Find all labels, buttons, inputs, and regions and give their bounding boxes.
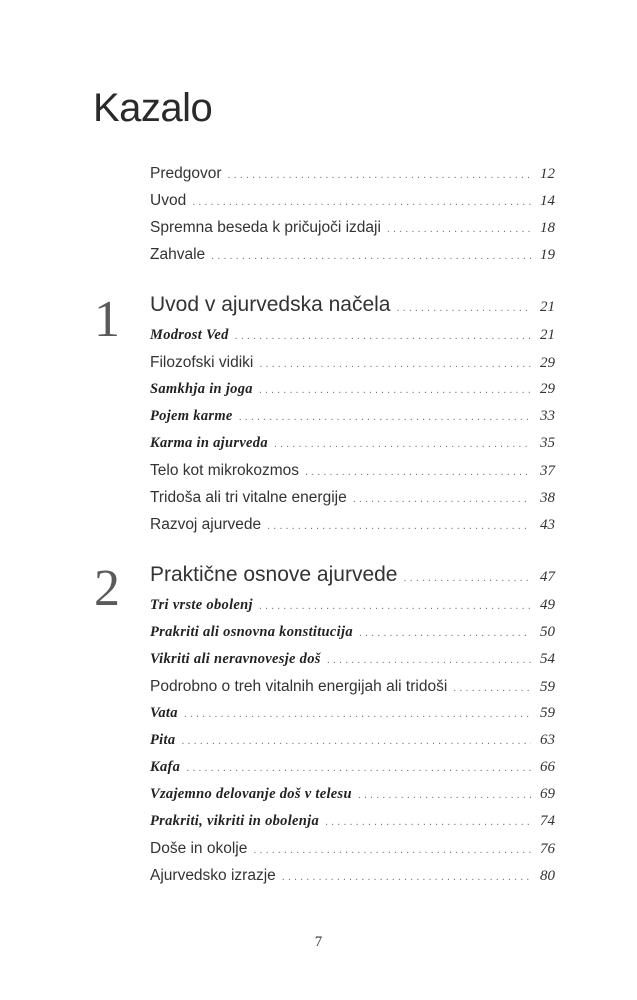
toc-entry-label: Karma in ajurveda — [150, 435, 268, 451]
toc-entry[interactable] — [150, 619, 555, 646]
toc-entry-label: Samkhja in joga — [150, 381, 253, 397]
dot-leader — [453, 675, 531, 702]
toc-entry-label: Pita — [150, 732, 176, 748]
toc-entry[interactable] — [150, 430, 555, 457]
toc-entry-label: Predgovor — [150, 165, 222, 182]
chapter-number: 2 — [94, 560, 120, 617]
dot-leader — [282, 864, 531, 891]
toc-entry[interactable] — [150, 376, 555, 403]
toc-entry-label: Razvoj ajurvede — [150, 516, 262, 533]
toc-entry-page: 21 — [540, 327, 555, 343]
toc-entry-page: 21 — [540, 299, 555, 315]
toc-entry-page: 14 — [540, 193, 555, 209]
toc-entry[interactable] — [150, 862, 555, 889]
toc-entry-page: 12 — [540, 166, 555, 182]
toc-entry[interactable] — [150, 754, 555, 781]
toc-entry-page: 18 — [540, 220, 555, 236]
toc-entry-label: Vzajemno delovanje doš v telesu — [150, 786, 352, 802]
dot-leader — [327, 647, 531, 674]
toc-chapter-2 — [150, 558, 555, 889]
toc-entry-label: Vikriti ali neravnovesje doš — [150, 651, 321, 667]
toc-entry-label: Kafa — [150, 759, 181, 775]
toc-entry-label: Zahvale — [150, 246, 206, 263]
toc-entry-page: 47 — [540, 569, 555, 585]
toc-entry-page: 59 — [540, 705, 555, 721]
toc-entry[interactable] — [150, 835, 555, 862]
toc-entry-page: 43 — [540, 517, 555, 533]
toc-entry-label: Spremna beseda k pričujoči izdaji — [150, 219, 381, 236]
toc-entry[interactable] — [150, 403, 555, 430]
dot-leader — [305, 459, 531, 486]
toc-entry[interactable] — [150, 187, 555, 214]
toc-entry-page: 29 — [540, 355, 555, 371]
dot-leader — [235, 323, 531, 350]
toc-entry-label: Modrost Ved — [150, 327, 229, 343]
toc-entry[interactable] — [150, 511, 555, 538]
dot-leader — [267, 513, 531, 540]
toc-entry-page: 35 — [540, 435, 555, 451]
toc-entry-label: Tri vrste obolenj — [150, 597, 253, 613]
dot-leader — [239, 404, 531, 431]
dot-leader — [358, 782, 531, 809]
toc-entry-label: Tridoša ali tri vitalne energije — [150, 489, 347, 506]
toc-entry[interactable] — [150, 727, 555, 754]
toc-entry-page: 29 — [540, 381, 555, 397]
toc-entry[interactable] — [150, 673, 555, 700]
toc-entry[interactable] — [150, 457, 555, 484]
toc-entry-page: 49 — [540, 597, 555, 613]
chapter-title: Praktične osnove ajurvede — [150, 563, 398, 586]
dot-leader — [387, 216, 531, 243]
toc-entry-page: 33 — [540, 408, 555, 424]
toc-entry-label: Vata — [150, 705, 178, 721]
toc-entry-page: 50 — [540, 624, 555, 640]
toc-entry-label: Filozofski vidiki — [150, 354, 254, 371]
dot-leader — [181, 728, 531, 755]
toc-entry-page: 37 — [540, 463, 555, 479]
toc-entry-label: Uvod — [150, 192, 187, 209]
dot-leader — [211, 243, 531, 270]
toc-entry[interactable] — [150, 241, 555, 268]
dot-leader — [253, 837, 531, 864]
dot-leader — [259, 593, 531, 620]
page-number: 7 — [314, 934, 323, 950]
dot-leader — [353, 486, 531, 513]
toc-front-matter — [150, 160, 555, 268]
toc-entry-page: 69 — [540, 786, 555, 802]
toc-entry-page: 80 — [540, 868, 555, 884]
toc-entry-page: 19 — [540, 247, 555, 263]
toc-entry-label: Podrobno o treh vitalnih energijah ali tridoši — [150, 678, 448, 695]
toc-entry-label: Prakriti, vikriti in obolenja — [150, 813, 320, 829]
toc-entry[interactable] — [150, 484, 555, 511]
dot-leader — [359, 620, 531, 647]
toc-entry-page: 66 — [540, 759, 555, 775]
dot-leader — [259, 377, 531, 404]
toc-entry[interactable] — [150, 646, 555, 673]
toc-entry-page: 76 — [540, 841, 555, 857]
toc-entry[interactable] — [150, 214, 555, 241]
toc-chapter-1 — [150, 288, 555, 538]
dot-leader — [192, 189, 531, 216]
dot-leader — [403, 561, 531, 595]
toc-entry-page: 74 — [540, 813, 555, 829]
chapter-title: Uvod v ajurvedska načela — [150, 293, 391, 316]
dot-leader — [259, 351, 531, 378]
dot-leader — [396, 291, 531, 325]
toc-entry-page: 38 — [540, 490, 555, 506]
toc-entry[interactable] — [150, 322, 555, 349]
toc-entry-label: Telo kot mikrokozmos — [150, 462, 300, 479]
toc-entry-page: 54 — [540, 651, 555, 667]
dot-leader — [274, 431, 531, 458]
toc-entry[interactable] — [150, 781, 555, 808]
dot-leader — [325, 809, 531, 836]
toc-entry[interactable] — [150, 700, 555, 727]
toc-entry-label: Prakriti ali osnovna konstitucija — [150, 624, 353, 640]
toc-entry-label: Ajurvedsko izrazje — [150, 867, 276, 884]
toc-chapter-heading[interactable] — [150, 558, 555, 592]
chapter-number: 1 — [94, 291, 120, 348]
toc-entry[interactable] — [150, 592, 555, 619]
dot-leader — [228, 162, 531, 189]
toc-entry[interactable] — [150, 808, 555, 835]
toc-entry-page: 63 — [540, 732, 555, 748]
toc-entry-page: 59 — [540, 679, 555, 695]
toc-chapter-heading[interactable] — [150, 288, 555, 322]
toc-entry-label: Pojem karme — [150, 408, 233, 424]
toc-entry[interactable] — [150, 160, 555, 187]
dot-leader — [186, 755, 531, 782]
page-title: Kazalo — [93, 86, 213, 130]
toc-entry[interactable] — [150, 349, 555, 376]
dot-leader — [184, 701, 531, 728]
toc-entry-label: Doše in okolje — [150, 840, 248, 857]
